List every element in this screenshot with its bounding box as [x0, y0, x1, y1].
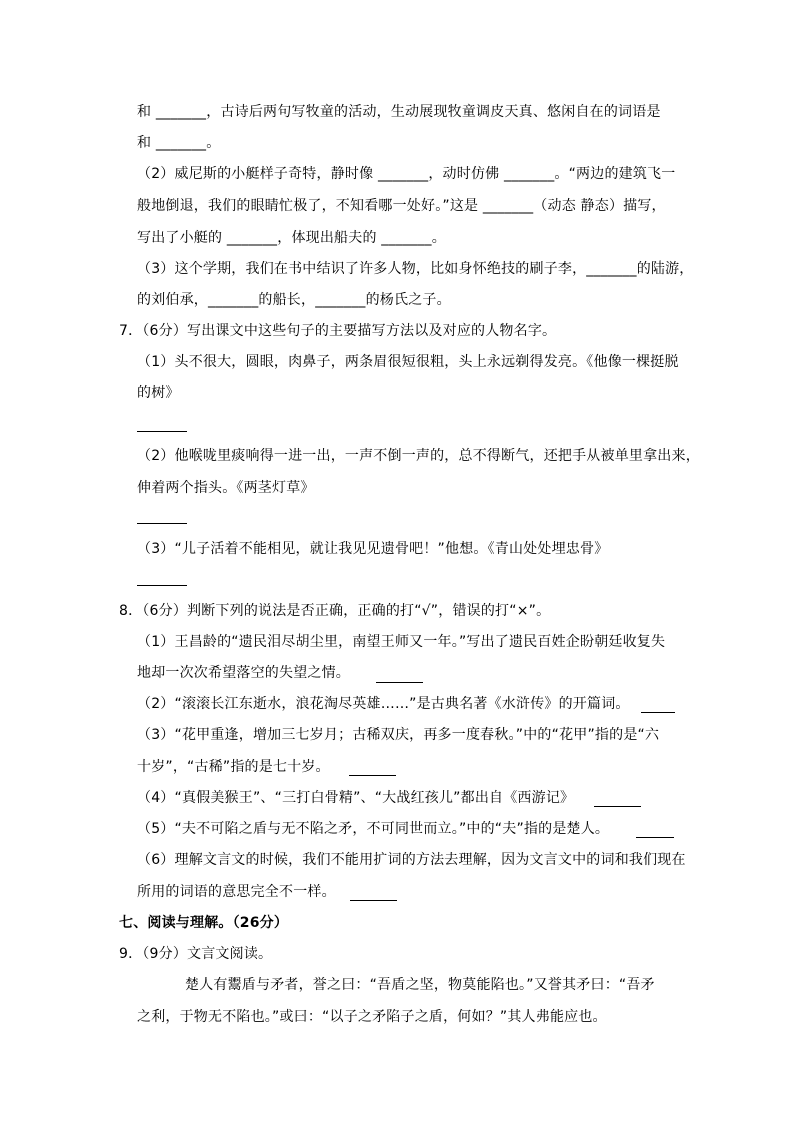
text-line: （3）“儿子活着不能相见，就让我见见遗骨吧！”他想。《青山处处埋忠骨》	[137, 541, 609, 557]
text-line: （3）这个学期，我们在书中结识了许多人物，比如身怀绝技的刷子李，_______的陆游，	[137, 261, 694, 277]
answer-blank	[349, 775, 396, 776]
text-line: 和 _______，古诗后两句写牧童的活动，生动展现牧童调皮天真、悠闲自在的词语是	[137, 104, 661, 120]
answer-blank	[594, 806, 641, 807]
answer-blank	[137, 431, 187, 432]
text-line: 地却一次次希望落空的失望之情。	[137, 665, 350, 681]
answer-blank	[376, 682, 423, 683]
text-line: （1）王昌龄的“遗民泪尽胡尘里，南望王师又一年。”写出了遗民百姓企盼朝廷收复失	[137, 634, 666, 650]
text-line: 所用的词语的意思完全不一样。	[137, 884, 336, 900]
text-line: （4）“真假美猴王”、“三打白骨精”、“大战红孩儿”都出自《西游记》	[137, 790, 575, 806]
answer-blank	[137, 585, 187, 586]
answer-blank	[137, 523, 187, 524]
text-line: 写出了小艇的 _______，体现出船夫的 _______。	[137, 230, 446, 246]
text-line: （2）威尼斯的小艇样子奇特，静时像 _______，动时仿佛 _______。“两边的建筑飞一	[137, 166, 676, 182]
question-heading: 7．（6分）写出课文中这些句子的主要描写方法以及对应的人物名字。	[119, 323, 557, 339]
text-line: 十岁”，“古稀”指的是七十岁。	[137, 759, 330, 775]
passage-line: 之利，于物无不陷也。”或曰：“以子之矛陷子之盾，何如？”其人弗能应也。	[137, 1009, 607, 1025]
text-line: （3）“花甲重逢，增加三七岁月；古稀双庆，再多一度春秋。”中的“花甲”指的是“六	[137, 727, 660, 743]
text-line: 和 _______。	[137, 135, 221, 151]
text-line: 的刘伯承，_______的船长，_______的杨氏之子。	[137, 292, 451, 308]
text-line: （6）理解文言文的时候，我们不能用扩词的方法去理解，因为文言文中的词和我们现在	[137, 852, 686, 868]
text-line: （2）“滚滚长江东逝水，浪花淘尽英雄……”是古典名著《水浒传》的开篇词。	[137, 696, 630, 712]
question-heading: 8．（6分）判断下列的说法是否正确，正确的打“√”，错误的打“×”。	[119, 603, 551, 619]
text-line: （2）他喉咙里痰响得一进一出，一声不倒一声的，总不得断气，还把手从被单里拿出来，	[137, 448, 700, 464]
section-heading: 七、阅读与理解。（26分）	[119, 915, 289, 931]
answer-blank	[641, 712, 675, 713]
question-heading: 9．（9分）文言文阅读。	[119, 946, 273, 962]
answer-blank	[636, 837, 674, 838]
answer-blank	[350, 900, 397, 901]
passage-line: 楚人有鬻盾与矛者，誉之曰：“吾盾之坚，物莫能陷也。”又誉其矛曰：“吾矛	[185, 977, 655, 993]
text-line: （1）头不很大，圆眼，肉鼻子，两条眉很短很粗，头上永远剃得发亮。《他像一棵挺脱	[137, 354, 679, 370]
text-line: （5）“夫不可陷之盾与无不陷之矛，不可同世而立。”中的“夫”指的是楚人。	[137, 821, 610, 837]
text-line: 伸着两个指头。《两茎灯草》	[137, 480, 315, 496]
text-line: 般地倒退，我们的眼睛忙极了，不知看哪一处好。”这是 _______（动态 静态）描写，	[137, 198, 666, 214]
text-line: 的树》	[137, 385, 180, 401]
